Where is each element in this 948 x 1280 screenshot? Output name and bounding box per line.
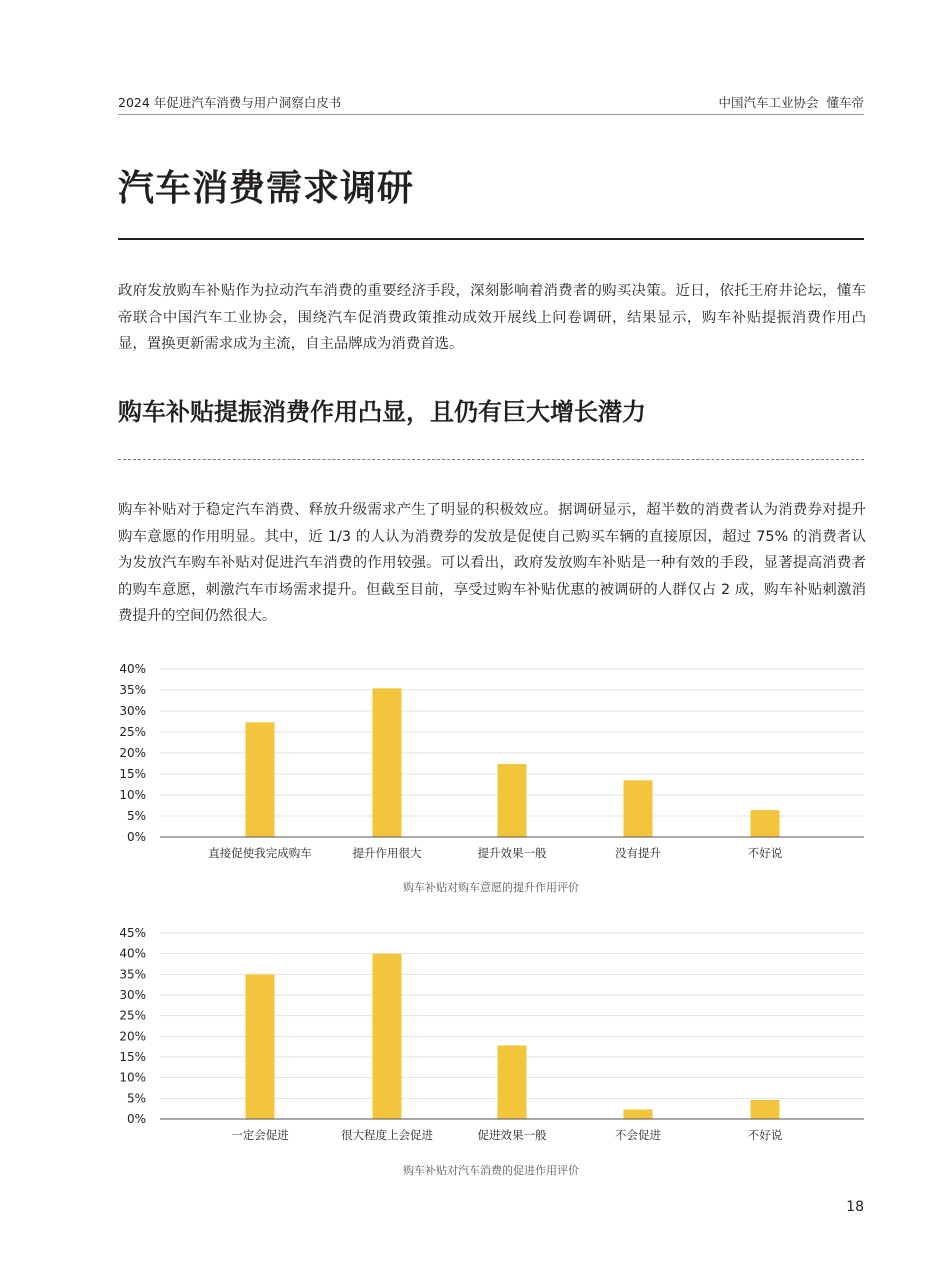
- bar: [498, 1045, 527, 1119]
- page-title: 汽车消费需求调研: [118, 168, 415, 209]
- header-publishers: 中国汽车工业协会 懂车帝: [718, 95, 864, 110]
- y-tick-label: 15%: [119, 1050, 146, 1064]
- y-tick-label: 45%: [119, 926, 146, 940]
- bar: [373, 954, 402, 1119]
- y-tick-label: 40%: [119, 662, 146, 676]
- y-tick-label: 35%: [119, 683, 146, 697]
- bar: [246, 974, 275, 1119]
- section-paragraph: 购车补贴对于稳定汽车消费、释放升级需求产生了明显的积极效应。据调研显示，超半数的消费者认为消费券对提升购车意愿的作用明显。其中，近 1/3 的人认为消费券的发放是促使自己购买车辆的直接原因，超过 75% 的消费者认为发放汽车购车补贴对促进汽车消费的作用较强。可以看出，政府发放购车补贴是一种有效的手段，显著提高消费者的购车意愿，刺激汽车市场需求提升。但截至目前，享受过购车补贴优惠的被调研的人群仅占 2 成，购车补贴刺激消费提升的空间仍然很大。: [118, 502, 866, 624]
- x-category-label: 直接促使我完成购车: [208, 846, 312, 860]
- y-tick-label: 0%: [126, 830, 146, 844]
- x-category-label: 提升效果一般: [477, 846, 547, 860]
- y-tick-label: 30%: [119, 988, 146, 1002]
- y-tick-label: 10%: [119, 1070, 146, 1085]
- y-tick-label: 20%: [119, 746, 146, 760]
- y-tick-label: 5%: [126, 1091, 146, 1106]
- header-report-title: 2024 年促进汽车消费与用户洞察白皮书: [118, 95, 342, 110]
- y-tick-label: 15%: [119, 767, 146, 781]
- bar: [246, 722, 275, 837]
- x-category-label: 提升作用很大: [352, 846, 422, 860]
- chart-caption: 购车补贴对汽车消费的促进作用评价: [403, 1164, 579, 1177]
- y-tick-label: 25%: [119, 1008, 146, 1023]
- bar: [373, 688, 402, 837]
- chart-caption: 购车补贴对购车意愿的提升作用评价: [403, 881, 579, 894]
- bar: [498, 764, 527, 837]
- y-tick-label: 35%: [119, 967, 146, 982]
- x-category-label: 没有提升: [615, 846, 661, 860]
- title-divider: [118, 238, 864, 240]
- bar: [624, 1109, 653, 1119]
- y-tick-label: 10%: [119, 788, 146, 802]
- y-tick-label: 40%: [119, 946, 146, 961]
- bar: [624, 780, 653, 837]
- section-divider: [118, 459, 864, 460]
- section-title: 购车补贴提振消费作用凸显，且仍有巨大增长潜力: [118, 398, 646, 426]
- intro-paragraph: 政府发放购车补贴作为拉动汽车消费的重要经济手段，深刻影响着消费者的购买决策。近日，依托王府井论坛，懂车帝联合中国汽车工业协会，围绕汽车促消费政策推动成效开展线上问卷调研，结果显示，购车补贴提振消费作用凸显，置换更新需求成为主流，自主品牌成为消费首选。: [118, 283, 866, 352]
- x-category-label: 不会促进: [615, 1128, 661, 1142]
- y-tick-label: 30%: [119, 704, 146, 718]
- x-category-label: 不好说: [747, 1128, 783, 1142]
- running-header: [118, 92, 864, 115]
- y-tick-label: 25%: [119, 725, 146, 739]
- x-category-label: 一定会促进: [231, 1128, 289, 1142]
- chart-purchase-intent: [0, 655, 948, 860]
- chart-consumption-promotion: [0, 920, 948, 1140]
- x-category-label: 不好说: [747, 846, 783, 860]
- bar: [751, 1100, 780, 1119]
- x-category-label: 很大程度上会促进: [341, 1128, 433, 1142]
- page-number: 18: [846, 1199, 864, 1215]
- y-tick-label: 0%: [126, 1112, 146, 1126]
- y-tick-label: 20%: [119, 1029, 146, 1044]
- x-category-label: 促进效果一般: [477, 1128, 547, 1142]
- y-tick-label: 5%: [126, 809, 146, 823]
- bar: [751, 810, 780, 837]
